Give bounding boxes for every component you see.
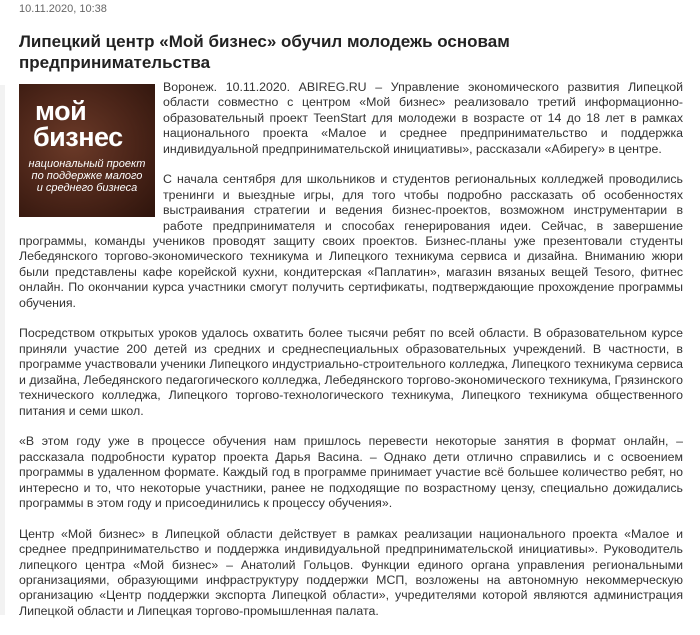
moy-biznes-logo	[19, 84, 155, 217]
paragraph-2: С начала сентября для школьников и студентов региональных колледжей проводились тренинги и выездные игры, для того чтобы подробно рассказать об особенностях выстраивания стратегии и ведения бизнес-проектов, возможном инструментарии в работе предпринимателя и способах генерирования идеи. Сейчас, в завершение программы, команды учеников проводят защиту своих проектов. Бизнес-планы уже презентовали студенты Лебедянского торгово-экономического техникума и Липецкого техникума сервиса и дизайна. Вниманию жюри были представлены кафе корейской кухни, кондитерская «Паплатин», магазин вязаных вещей Tesoro, фитнес онлайн. По окончании курса участники смогут получить сертификаты, подтверждающие прохождение программы обучения.	[19, 172, 683, 310]
logo-line-2: бизнес	[33, 122, 123, 152]
left-border	[0, 85, 5, 615]
logo-line-1: мой	[35, 96, 87, 126]
paragraph-5: Центр «Мой бизнес» в Липецкой области действует в рамках реализации национального проекта «Малое и среднее предпринимательство и поддержка индивидуальной предпринимательской инициативы». Руководитель липецкого центра «Мой бизнес» – Анатолий Гольцов. Функции единого органа управления региональными организациями, образующими инфраструктуру поддержки МСП, возложены на автономную некоммерческую организацию «Центр поддержки экспорта Липецкой области», учредителями которой являются администрация Липецкой области и Липецкая торгово-промышленная палата.	[19, 526, 683, 618]
article-title: Липецкий центр «Мой бизнес» обучил молодежь основам предпринимательства	[19, 32, 510, 72]
article-body	[19, 80, 683, 635]
logo-line-3: национальный проект	[28, 158, 146, 170]
paragraph-4: «В этом году уже в процессе обучения нам пришлось перевести некоторые занятия в формат онлайн, – рассказала подробности куратор проекта Дарья Васина. – Однако дети отлично справились и с освоением программы в удаленном формате. Каждый год в программе принимает участие всё большее количество ребят, но интересно и то, что некоторые участники, ранее не подходящие по возрастному цензу, специально дожидались программы в этом году и присоединились к процессу обучения».	[19, 434, 683, 510]
logo-line-4: по поддержке малого	[31, 170, 143, 182]
paragraph-1: Воронеж. 10.11.2020. ABIREG.RU – Управление экономического развития Липецкой области совместно с центром «Мой бизнес» реализовало третий информационно-образовательный проект TeenStart для молодежи в возрасте от 14 до 18 лет в рамках национального проекта «Малое и среднее предпринимательство и поддержка индивидуальной предпринимательской инициативы», рассказали «Абирегу» в центре.	[163, 80, 683, 156]
publish-date: 10.11.2020, 10:38	[19, 3, 107, 15]
logo-line-5: и среднего бизнеса	[36, 182, 138, 194]
paragraph-3: Посредством открытых уроков удалось охватить более тысячи ребят по всей области. В образовательном курсе приняли участие 200 детей из средних и среднеспециальных образовательных учреждений. В частности, в программе участвовали ученики Липецкого индустриально-строительного колледжа, Липецкого техникума сервиса и дизайна, Лебедянского педагогического колледжа, Лебедянского торгово-экономического техникума, Грязинского технического колледжа, Липецкого торгово-технологического техникума, Липецкого техникума общественного питания и семи школ.	[19, 326, 683, 418]
